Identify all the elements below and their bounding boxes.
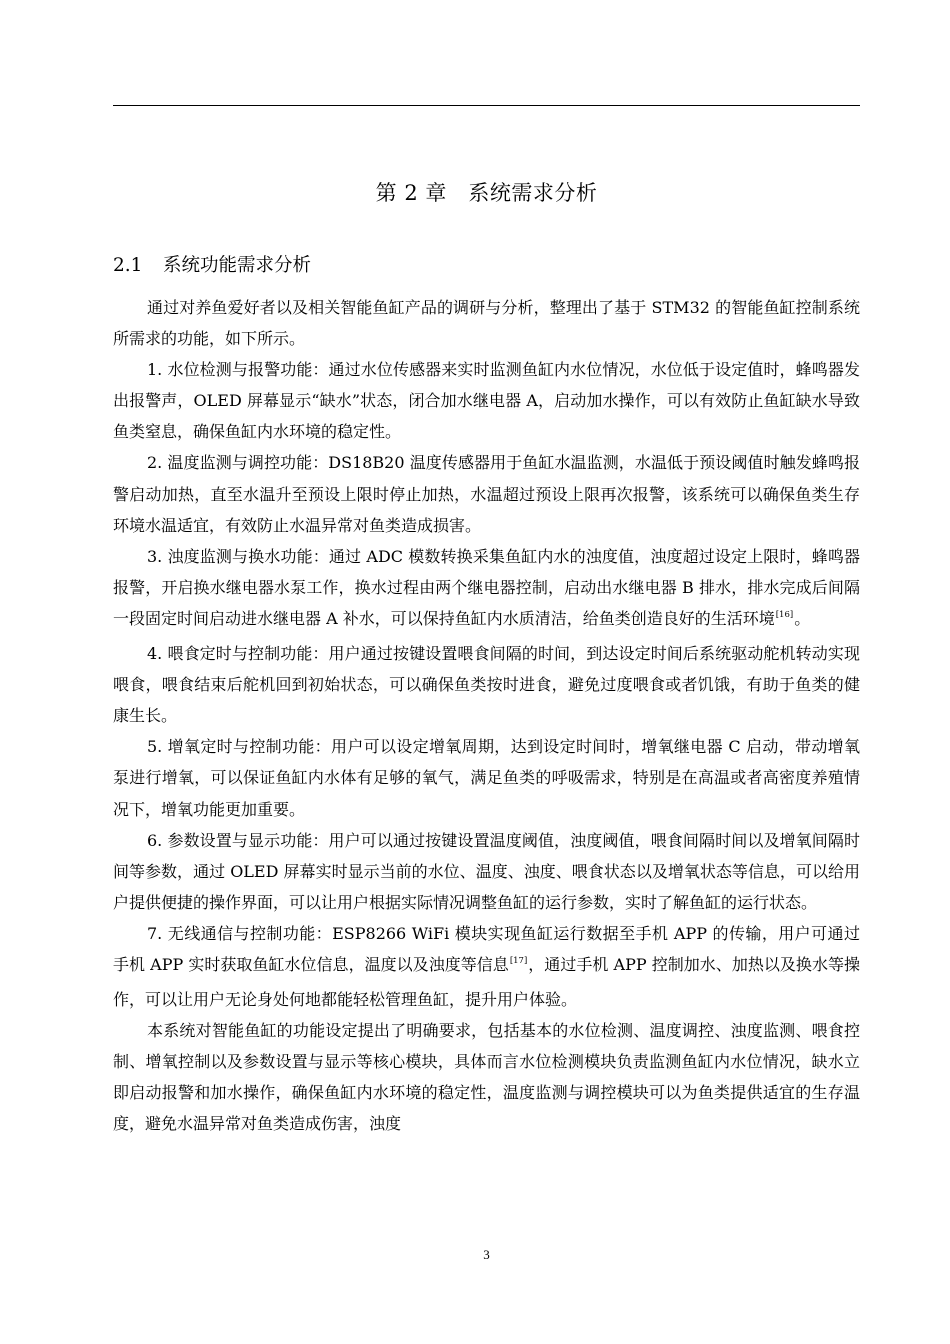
paragraph-intro (113, 292, 860, 354)
page-number: 3 (483, 1247, 490, 1262)
paragraph-text: 本系统对智能鱼缸的功能设定提出了明确要求，包括基本的水位检测、温度调控、浊度监测、喂食控制、增氧控制以及参数设置与显示等核心模块，具体而言水位检测模块负责监测鱼缸内水位情况，缺水立即启动报警和加水操作，确保鱼缸内水环境的稳定性，温度监测与调控模块可以为鱼类提供适宜的生存温度，避免水温异常对鱼类造成伤害，浊度 (113, 1021, 860, 1134)
header-rule (113, 105, 860, 106)
paragraph-text: 通过对养鱼爱好者以及相关智能鱼缸产品的调研与分析，整理出了基于 STM32 的智能鱼缸控制系统所需求的功能，如下所示。 (113, 298, 860, 349)
paragraph-text: 1. 水位检测与报警功能：通过水位传感器来实时监测鱼缸内水位情况，水位低于设定值时，蜂鸣器发出报警声，OLED 屏幕显示“缺水”状态，闭合加水继电器 A，启动加水操作，可以有效防止鱼缸缺水导致鱼类窒息，确保鱼缸内水环境的稳定性。 (113, 360, 860, 442)
section-heading (113, 252, 311, 280)
paragraph-summary (113, 1015, 860, 1139)
citation-ref: [16] (775, 609, 794, 620)
paragraph-tail: ，通过手机 APP 控制加水、加热以及换水等操作，可以让用户无论身处何地都能轻松管理鱼缸，提升用户体验。 (113, 954, 860, 1010)
chapter-title: 第 2 章 系统需求分析 (375, 181, 598, 205)
paragraph-text: 3. 浊度监测与换水功能：通过 ADC 模数转换采集鱼缸内水的浊度值，浊度超过设定上限时，蜂鸣器报警，开启换水继电器水泵工作，换水过程由两个继电器控制，启动出水继电器 B 排水，排水完成后间隔一段固定时间启动进水继电器 A 补水，可以保持鱼缸内水质清洁，给鱼类创造良好的生活环境 (113, 546, 860, 628)
paragraph-item-4 (113, 638, 860, 731)
section-title: 系统功能需求分析 (163, 255, 312, 276)
paragraph-item-7 (113, 918, 860, 1015)
citation-ref: [17] (509, 955, 528, 966)
paragraph-text: 4. 喂食定时与控制功能：用户通过按键设置喂食间隔的时间，到达设定时间后系统驱动舵机转动实现喂食，喂食结束后舵机回到初始状态，可以确保鱼类按时进食，避免过度喂食或者饥饿，有助于鱼类的健康生长。 (113, 644, 860, 726)
section-number: 2.1 (113, 255, 143, 276)
paragraph-item-5 (113, 731, 860, 824)
paragraph-text: 6. 参数设置与显示功能：用户可以通过按键设置温度阈值，浊度阈值，喂食间隔时间以及增氧间隔时间等参数，通过 OLED 屏幕实时显示当前的水位、温度、浊度、喂食状态以及增氧状态等信息，可以给用户提供便捷的操作界面，可以让用户根据实际情况调整鱼缸的运行参数，实时了解鱼缸的运行状态。 (113, 830, 860, 912)
paragraph-text: 5. 增氧定时与控制功能：用户可以设定增氧周期，达到设定时间时，增氧继电器 C 启动，带动增氧泵进行增氧，可以保证鱼缸内水体有足够的氧气，满足鱼类的呼吸需求，特别是在高温或者高密度养殖情况下，增氧功能更加重要。 (113, 737, 860, 819)
paragraph-text: 2. 温度监测与调控功能：DS18B20 温度传感器用于鱼缸水温监测，水温低于预设阈值时触发蜂鸣报警启动加热，直至水温升至预设上限时停止加热，水温超过预设上限再次报警，该系统可以确保鱼类生存环境水温适宜，有效防止水温异常对鱼类造成损害。 (113, 453, 860, 535)
paragraph-tail: 。 (794, 608, 811, 628)
paragraph-text: 7. 无线通信与控制功能：ESP8266 WiFi 模块实现鱼缸运行数据至手机 APP 的传输，用户可通过手机 APP 实时获取鱼缸水位信息，温度以及浊度等信息 (113, 923, 860, 974)
paragraph-item-2 (113, 447, 860, 540)
paragraph-item-1 (113, 354, 860, 447)
paragraph-item-3 (113, 541, 860, 638)
paragraph-item-6 (113, 825, 860, 918)
body-text (113, 292, 860, 1140)
